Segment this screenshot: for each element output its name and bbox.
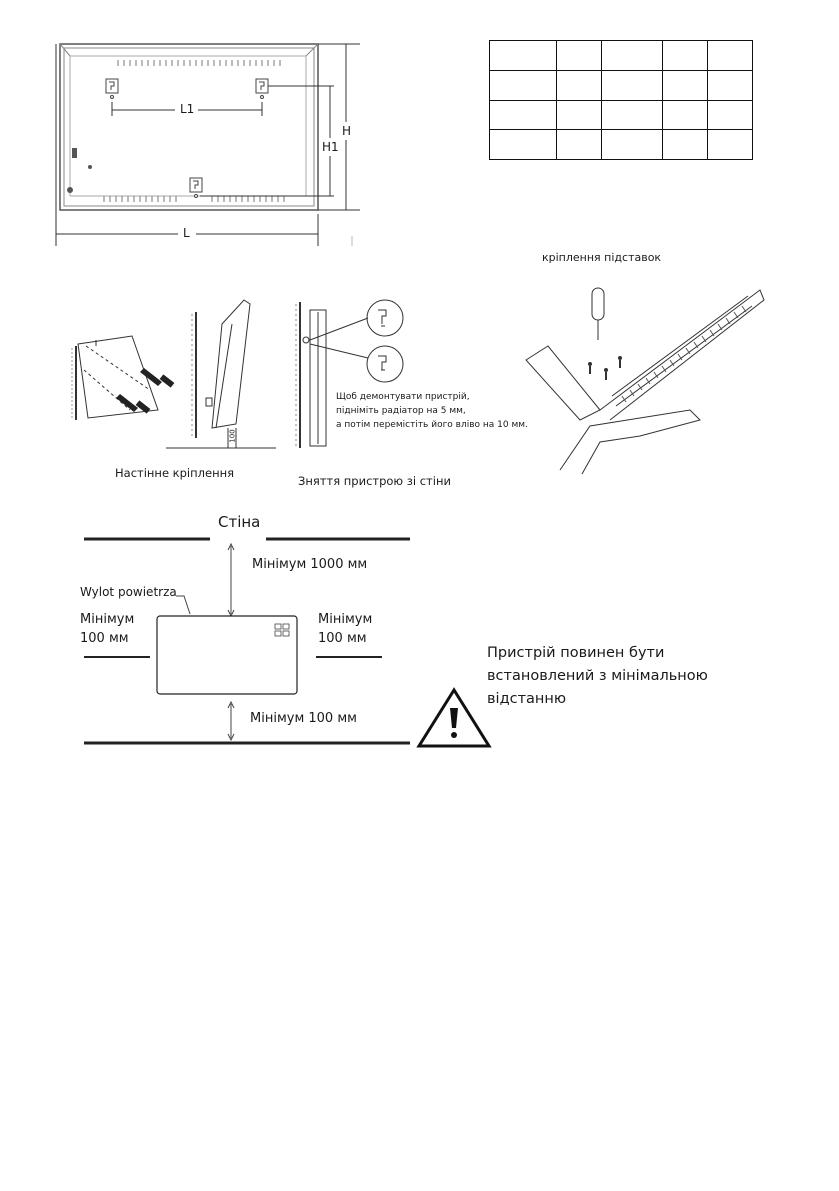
table-row	[490, 70, 753, 100]
dimension-table	[489, 40, 753, 160]
wall-label: Стіна	[218, 513, 261, 531]
table-row	[490, 100, 753, 130]
warning-icon	[419, 690, 489, 746]
dim-label-h: H	[342, 124, 352, 138]
dim-label-l1: L1	[180, 102, 195, 116]
left-min-line-1: Мінімум	[80, 612, 135, 627]
table-row	[490, 130, 753, 160]
right-min-line-2: 100 мм	[318, 631, 367, 646]
removal-caption: Зняття пристрою зі стіни	[298, 474, 451, 488]
removal-line-3: а потім перемістіть його вліво на 10 мм.	[336, 420, 528, 430]
stand-caption: кріплення підставок	[542, 251, 662, 264]
left-min-line-2: 100 мм	[80, 631, 129, 646]
warning-line-1: Пристрій повинен бути	[487, 645, 665, 661]
removal-line-2: підніміть радіатор на 5 мм,	[336, 406, 466, 416]
right-min-line-1: Мінімум	[318, 612, 373, 627]
heater-box	[157, 616, 297, 694]
table-row	[490, 41, 753, 71]
air-outlet-label: Wylot powietrza	[80, 585, 177, 599]
warning-line-2: встановлений з мінімальною	[487, 668, 708, 684]
bottom-min-label: Мінімум 100 мм	[250, 711, 357, 726]
warning-line-3: відстанню	[487, 691, 567, 707]
removal-line-1: Щоб демонтувати пристрій,	[336, 392, 470, 402]
wall-mount-caption: Настінне кріплення	[115, 466, 235, 480]
dim-label-l: L	[183, 226, 190, 240]
dim-label-h1: H1	[322, 140, 339, 154]
top-min-label: Мінімум 1000 мм	[252, 557, 368, 572]
bracket-icon	[106, 79, 268, 198]
height-mark: 100	[228, 429, 237, 443]
